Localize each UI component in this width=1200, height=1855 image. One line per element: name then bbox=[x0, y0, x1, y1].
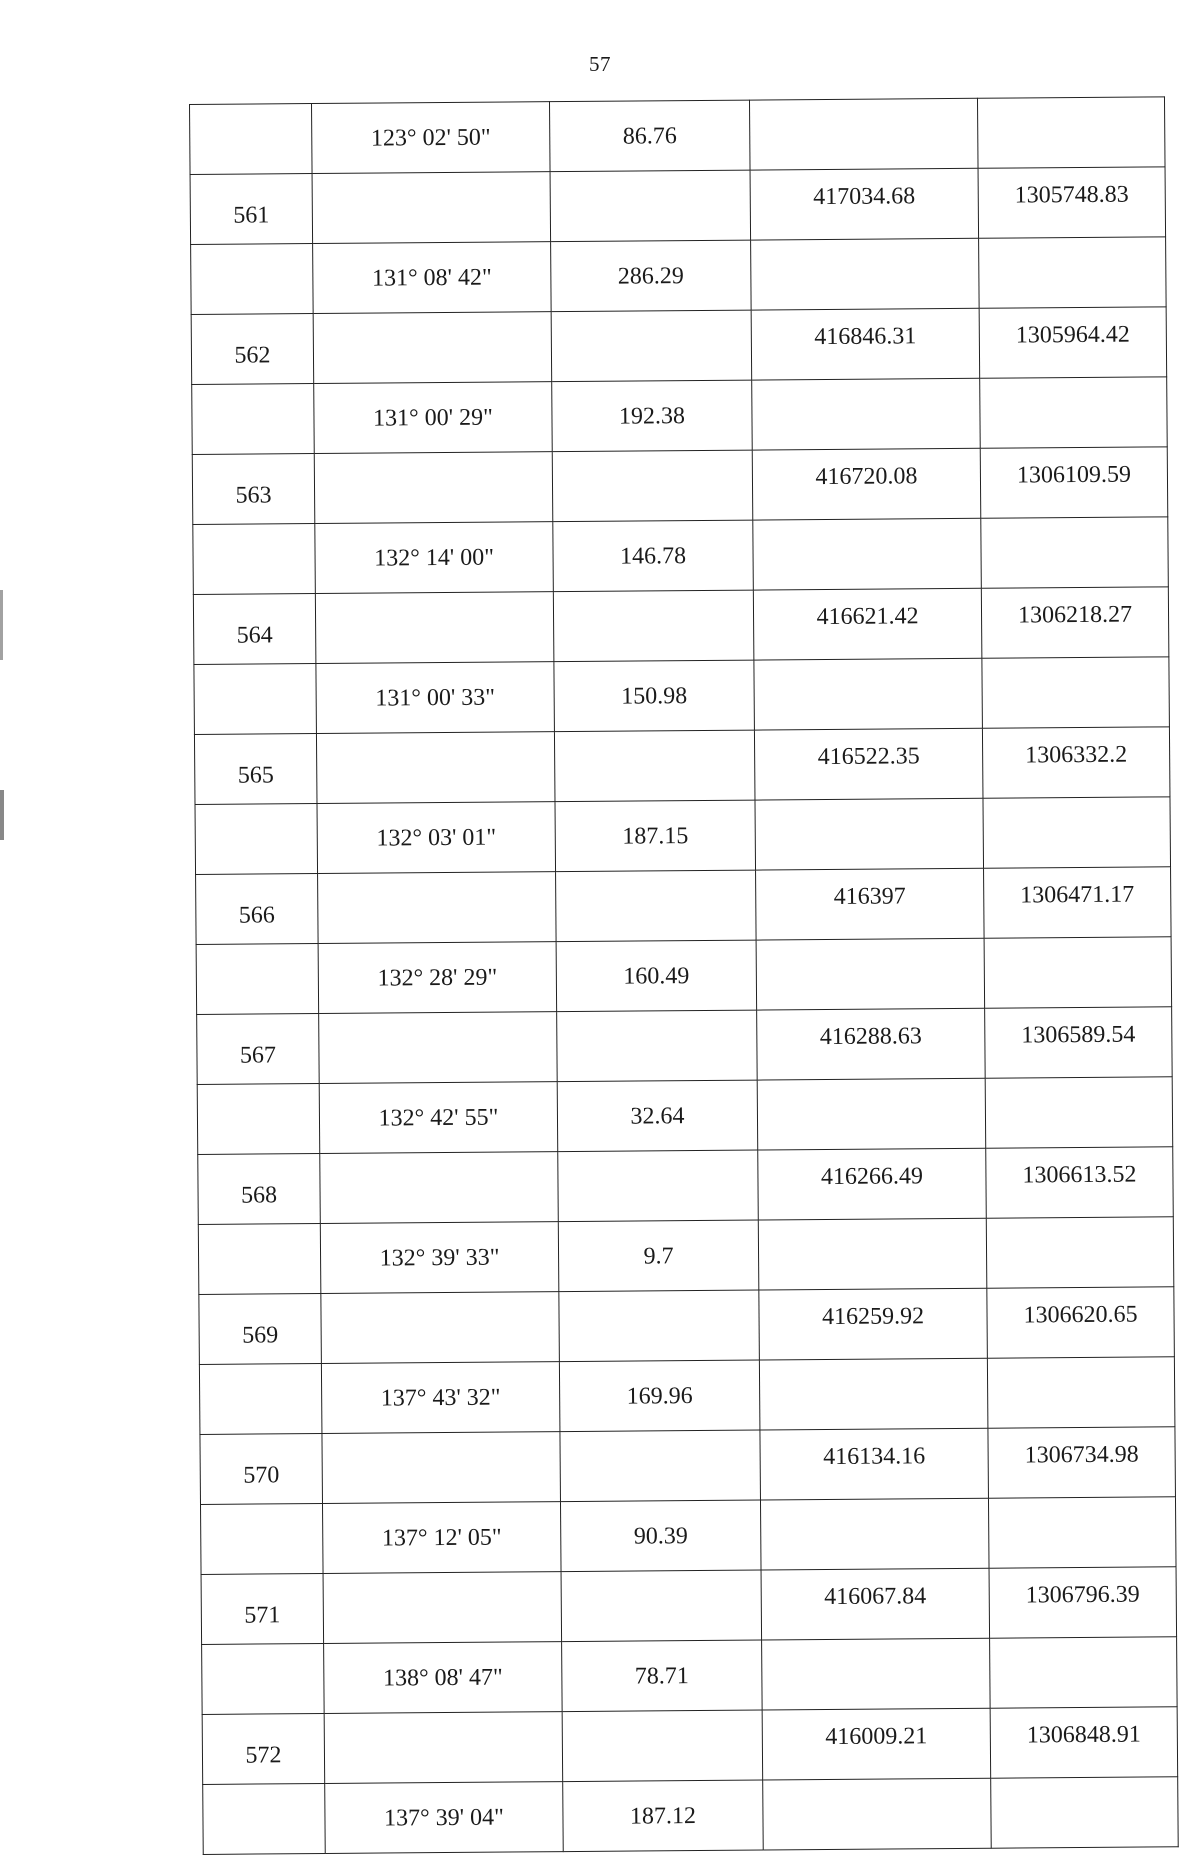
station-row bbox=[200, 1427, 1176, 1505]
station-id-cell: 564 bbox=[193, 594, 316, 665]
station-id-cell: 569 bbox=[199, 1294, 322, 1365]
line-row bbox=[197, 1077, 1173, 1155]
bearing-cell bbox=[321, 1292, 560, 1364]
distance-cell bbox=[554, 730, 755, 802]
easting-cell bbox=[757, 1078, 986, 1150]
distance-cell: 86.76 bbox=[549, 100, 750, 172]
distance-cell bbox=[561, 1570, 762, 1642]
easting-cell: 417034.68 bbox=[750, 168, 979, 240]
distance-cell: 150.98 bbox=[554, 660, 755, 732]
bearing-cell: 137° 43' 32" bbox=[321, 1362, 560, 1434]
line-row bbox=[190, 97, 1166, 175]
survey-table-container bbox=[189, 96, 1178, 1855]
northing-cell: 1306848.91 bbox=[990, 1707, 1178, 1778]
station-id-cell bbox=[195, 804, 318, 875]
bearing-cell bbox=[320, 1152, 559, 1224]
station-id-cell bbox=[190, 104, 313, 175]
distance-cell: 187.15 bbox=[555, 800, 756, 872]
station-row bbox=[194, 727, 1170, 805]
easting-cell bbox=[762, 1638, 991, 1710]
line-row bbox=[195, 797, 1171, 875]
distance-cell: 169.96 bbox=[559, 1360, 760, 1432]
line-row bbox=[196, 937, 1172, 1015]
line-row bbox=[199, 1357, 1175, 1435]
distance-cell: 286.29 bbox=[551, 240, 752, 312]
easting-cell bbox=[755, 798, 984, 870]
bearing-cell bbox=[312, 172, 551, 244]
easting-cell: 416846.31 bbox=[751, 308, 980, 380]
station-id-cell bbox=[202, 1643, 325, 1714]
bearing-cell bbox=[313, 312, 552, 384]
page-number: 57 bbox=[589, 52, 611, 76]
easting-cell: 416397 bbox=[756, 868, 985, 940]
station-id-cell bbox=[200, 1503, 323, 1574]
station-id-cell: 570 bbox=[200, 1433, 323, 1504]
easting-cell bbox=[754, 658, 983, 730]
easting-cell: 416259.92 bbox=[759, 1288, 988, 1360]
line-row bbox=[198, 1217, 1174, 1295]
bearing-cell: 132° 03' 01" bbox=[317, 802, 556, 874]
northing-cell: 1306613.52 bbox=[986, 1147, 1174, 1218]
station-id-cell bbox=[199, 1363, 322, 1434]
station-id-cell bbox=[196, 944, 319, 1015]
northing-cell bbox=[985, 1077, 1173, 1148]
distance-cell: 192.38 bbox=[552, 380, 753, 452]
station-id-cell bbox=[203, 1783, 326, 1854]
line-row bbox=[191, 237, 1167, 315]
northing-cell bbox=[986, 1217, 1174, 1288]
easting-cell: 416067.84 bbox=[761, 1568, 990, 1640]
station-row bbox=[197, 1007, 1173, 1085]
bearing-cell bbox=[324, 1712, 563, 1784]
northing-cell bbox=[982, 657, 1170, 728]
station-id-cell: 566 bbox=[196, 874, 319, 945]
northing-cell bbox=[983, 797, 1171, 868]
easting-cell bbox=[760, 1498, 989, 1570]
easting-cell: 416720.08 bbox=[752, 448, 981, 520]
station-row bbox=[198, 1147, 1174, 1225]
distance-cell bbox=[558, 1150, 759, 1222]
northing-cell bbox=[979, 237, 1167, 308]
station-id-cell: 572 bbox=[202, 1713, 325, 1784]
easting-cell bbox=[763, 1778, 992, 1850]
station-id-cell: 567 bbox=[197, 1014, 320, 1085]
northing-cell: 1306332.2 bbox=[982, 727, 1170, 798]
distance-cell bbox=[551, 310, 752, 382]
northing-cell: 1305748.83 bbox=[978, 167, 1166, 238]
station-id-cell bbox=[198, 1224, 321, 1295]
easting-cell bbox=[758, 1218, 987, 1290]
bearing-cell: 138° 08' 47" bbox=[324, 1642, 563, 1714]
station-row bbox=[201, 1567, 1177, 1645]
line-row bbox=[193, 517, 1169, 595]
northing-cell: 1306471.17 bbox=[984, 867, 1172, 938]
line-row bbox=[203, 1777, 1179, 1855]
northing-cell: 1306734.98 bbox=[988, 1427, 1176, 1498]
distance-cell: 146.78 bbox=[553, 520, 754, 592]
distance-cell: 160.49 bbox=[556, 940, 757, 1012]
easting-cell bbox=[752, 378, 981, 450]
station-row bbox=[192, 447, 1168, 525]
northing-cell bbox=[987, 1357, 1175, 1428]
line-row bbox=[192, 377, 1168, 455]
northing-cell: 1306620.65 bbox=[987, 1287, 1175, 1358]
bearing-cell: 132° 42' 55" bbox=[319, 1082, 558, 1154]
distance-cell: 187.12 bbox=[563, 1780, 764, 1852]
northing-cell bbox=[988, 1497, 1176, 1568]
station-id-cell bbox=[192, 384, 315, 455]
easting-cell: 416266.49 bbox=[758, 1148, 987, 1220]
station-row bbox=[191, 307, 1167, 385]
easting-cell: 416009.21 bbox=[762, 1708, 991, 1780]
northing-cell bbox=[991, 1777, 1179, 1848]
scan-artifact bbox=[0, 590, 3, 660]
survey-table-body bbox=[190, 97, 1179, 1855]
distance-cell bbox=[562, 1710, 763, 1782]
distance-cell: 32.64 bbox=[557, 1080, 758, 1152]
northing-cell: 1306218.27 bbox=[981, 587, 1169, 658]
line-row bbox=[200, 1497, 1176, 1575]
bearing-cell: 131° 08' 42" bbox=[313, 242, 552, 314]
station-id-cell: 565 bbox=[194, 734, 317, 805]
line-row bbox=[202, 1637, 1178, 1715]
station-row bbox=[190, 167, 1166, 245]
bearing-cell bbox=[319, 1012, 558, 1084]
easting-cell: 416621.42 bbox=[753, 588, 982, 660]
distance-cell bbox=[559, 1290, 760, 1362]
distance-cell bbox=[556, 870, 757, 942]
distance-cell: 78.71 bbox=[562, 1640, 763, 1712]
bearing-cell: 137° 12' 05" bbox=[322, 1502, 561, 1574]
station-id-cell: 568 bbox=[198, 1154, 321, 1225]
northing-cell: 1306796.39 bbox=[989, 1567, 1177, 1638]
easting-cell bbox=[751, 238, 980, 310]
scan-artifact bbox=[0, 790, 4, 840]
station-row bbox=[193, 587, 1169, 665]
station-row bbox=[196, 867, 1172, 945]
bearing-cell: 137° 39' 04" bbox=[325, 1782, 564, 1854]
bearing-cell: 132° 28' 29" bbox=[318, 942, 557, 1014]
bearing-cell: 131° 00' 29" bbox=[314, 382, 553, 454]
northing-cell bbox=[977, 97, 1165, 168]
northing-cell bbox=[981, 517, 1169, 588]
station-id-cell: 561 bbox=[190, 174, 313, 245]
easting-cell: 416134.16 bbox=[760, 1428, 989, 1500]
station-row bbox=[199, 1287, 1175, 1365]
bearing-cell: 132° 39' 33" bbox=[320, 1222, 559, 1294]
station-id-cell: 563 bbox=[192, 454, 315, 525]
station-id-cell: 562 bbox=[191, 314, 314, 385]
distance-cell bbox=[552, 450, 753, 522]
bearing-cell bbox=[314, 452, 553, 524]
northing-cell bbox=[990, 1637, 1178, 1708]
bearing-cell bbox=[318, 872, 557, 944]
bearing-cell bbox=[322, 1432, 561, 1504]
distance-cell bbox=[560, 1430, 761, 1502]
distance-cell bbox=[557, 1010, 758, 1082]
northing-cell: 1306109.59 bbox=[980, 447, 1168, 518]
bearing-cell bbox=[323, 1572, 562, 1644]
northing-cell: 1306589.54 bbox=[985, 1007, 1173, 1078]
distance-cell: 9.7 bbox=[558, 1220, 759, 1292]
easting-cell bbox=[759, 1358, 988, 1430]
bearing-cell: 132° 14' 00" bbox=[315, 522, 554, 594]
easting-cell: 416522.35 bbox=[754, 728, 983, 800]
easting-cell bbox=[753, 518, 982, 590]
station-id-cell bbox=[194, 664, 317, 735]
northing-cell: 1305964.42 bbox=[979, 307, 1167, 378]
line-row bbox=[194, 657, 1170, 735]
bearing-cell bbox=[316, 732, 555, 804]
easting-cell: 416288.63 bbox=[757, 1008, 986, 1080]
distance-cell bbox=[550, 170, 751, 242]
bearing-cell bbox=[315, 592, 554, 664]
bearing-cell: 131° 00' 33" bbox=[316, 662, 555, 734]
distance-cell bbox=[553, 590, 754, 662]
northing-cell bbox=[984, 937, 1172, 1008]
station-row bbox=[202, 1707, 1178, 1785]
station-id-cell bbox=[193, 524, 316, 595]
easting-cell bbox=[749, 98, 978, 170]
survey-coordinates-table bbox=[189, 96, 1179, 1855]
northing-cell bbox=[980, 377, 1168, 448]
station-id-cell bbox=[191, 244, 314, 315]
distance-cell: 90.39 bbox=[560, 1500, 761, 1572]
bearing-cell: 123° 02' 50" bbox=[312, 102, 551, 174]
station-id-cell: 571 bbox=[201, 1573, 324, 1644]
station-id-cell bbox=[197, 1084, 320, 1155]
easting-cell bbox=[756, 938, 985, 1010]
